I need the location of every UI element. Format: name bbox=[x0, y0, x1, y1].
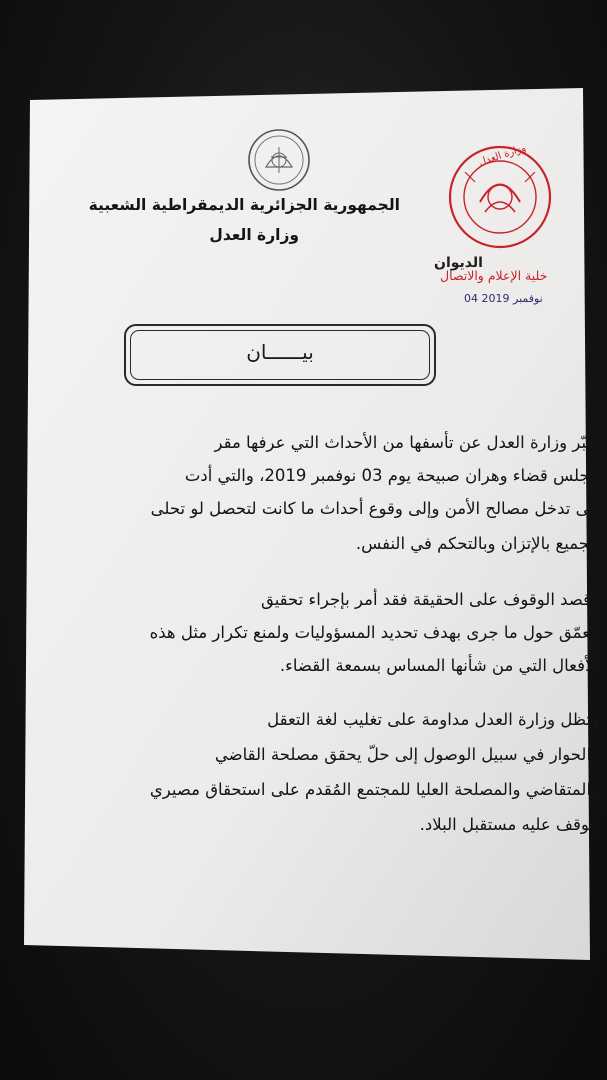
paragraph-3-line-4: يتوقف عليه مستقبل البلاد. bbox=[419, 815, 599, 834]
stamp-cell-label: خلية الإعلام والاتصال bbox=[440, 268, 548, 283]
stamp-date: 04 نوفمبر 2019 bbox=[464, 292, 543, 305]
national-emblem-icon bbox=[246, 127, 312, 193]
paragraph-1-line-3: إلى تدخل مصالح الأمن وإلى وقوع أحداث ما كانت لتحصل لو تحلى bbox=[150, 499, 599, 518]
paragraph-2-line-1: وقصد الوقوف على الحقيقة فقد أمر بإجراء تحقيق bbox=[260, 590, 599, 609]
statement-title: بيــــــان bbox=[246, 340, 314, 364]
paragraph-3-line-1: وتظل وزارة العدل مداومة على تغليب لغة التعقل bbox=[267, 710, 599, 729]
paragraph-3-line-2: والحوار في سبيل الوصول إلى حلّ يحقق مصلحة القاضي bbox=[214, 745, 599, 764]
paragraph-1-line-2: مجلس قضاء وهران صبيحة يوم 03 نوفمبر 2019، والتي أدت bbox=[184, 466, 599, 485]
paragraph-2-line-2: معمّق حول ما جرى بهدف تحديد المسؤوليات ولمنع تكرار مثل هذه bbox=[149, 623, 599, 642]
stamp-bottom-text: الديوان bbox=[434, 255, 483, 271]
stamp-top-text: وزارة العدل bbox=[477, 142, 528, 169]
country-name: الجمهورية الجزائرية الديمقراطية الشعبية bbox=[88, 196, 400, 214]
paragraph-2-line-3: الأفعال التي من شأنها المساس بسمعة القضاء. bbox=[279, 656, 599, 675]
paragraph-1-line-1: تعبّر وزارة العدل عن تأسفها من الأحداث التي عرفها مقر bbox=[214, 433, 599, 452]
paragraph-1-line-4: الجميع بالإتزان وبالتحكم في النفس. bbox=[355, 534, 599, 553]
paragraph-3-line-3: والمتقاضي والمصلحة العليا للمجتمع المُقدم على استحقاق مصيري bbox=[149, 780, 599, 799]
ministry-name: وزارة العدل bbox=[209, 226, 299, 244]
title-box bbox=[124, 324, 436, 386]
